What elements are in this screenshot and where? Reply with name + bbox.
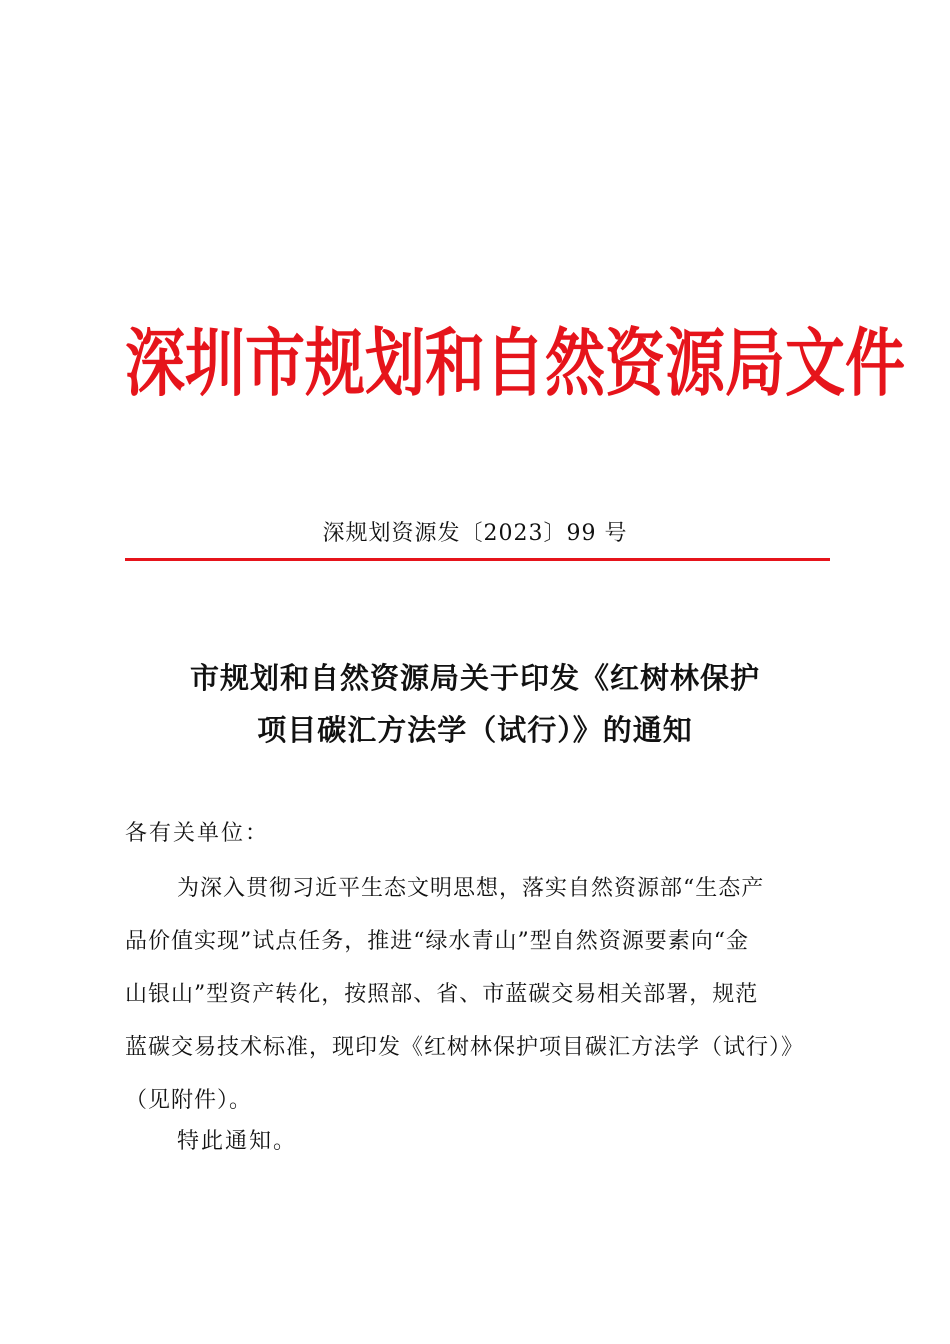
header-char: 局 bbox=[725, 321, 785, 407]
header-char: 划 bbox=[365, 321, 425, 407]
body-line: 品价值实现”试点任务，推进“绿水青山”型自然资源要素向“金 bbox=[125, 929, 749, 954]
header-char: 文 bbox=[785, 321, 845, 407]
body-line: 蓝碳交易技术标准，现印发《红树林保护项目碳汇方法学（试行）》 bbox=[125, 1035, 805, 1060]
header-char: 件 bbox=[845, 321, 905, 407]
document-title bbox=[130, 652, 820, 756]
header-char: 自 bbox=[485, 321, 545, 407]
red-divider-line bbox=[125, 558, 830, 561]
body-line: 为深入贯彻习近平生态文明思想，落实自然资源部“生态产 bbox=[177, 876, 765, 901]
body-paragraph bbox=[125, 862, 835, 1127]
salutation: 各有关单位： bbox=[125, 821, 270, 846]
header-char: 圳 bbox=[185, 321, 245, 407]
header-char: 市 bbox=[245, 321, 305, 407]
title-line-1: 市规划和自然资源局关于印发《红树林保护 bbox=[189, 661, 760, 695]
title-line-2: 项目碳汇方法学（试行）》的通知 bbox=[257, 713, 693, 747]
header-char: 和 bbox=[425, 321, 485, 407]
header-char: 源 bbox=[665, 321, 725, 407]
header-char: 然 bbox=[545, 321, 605, 407]
document-number: 深规划资源发〔2023〕99 号 bbox=[322, 521, 628, 546]
closing-remark: 特此通知。 bbox=[177, 1129, 298, 1154]
body-line: （见附件）。 bbox=[125, 1088, 253, 1113]
body-line: 山银山”型资产转化，按照部、省、市蓝碳交易相关部署，规范 bbox=[125, 982, 759, 1007]
header-char: 深 bbox=[125, 321, 185, 407]
header-char: 资 bbox=[605, 321, 665, 407]
issuing-authority-header bbox=[125, 318, 905, 410]
header-char: 规 bbox=[305, 321, 365, 407]
